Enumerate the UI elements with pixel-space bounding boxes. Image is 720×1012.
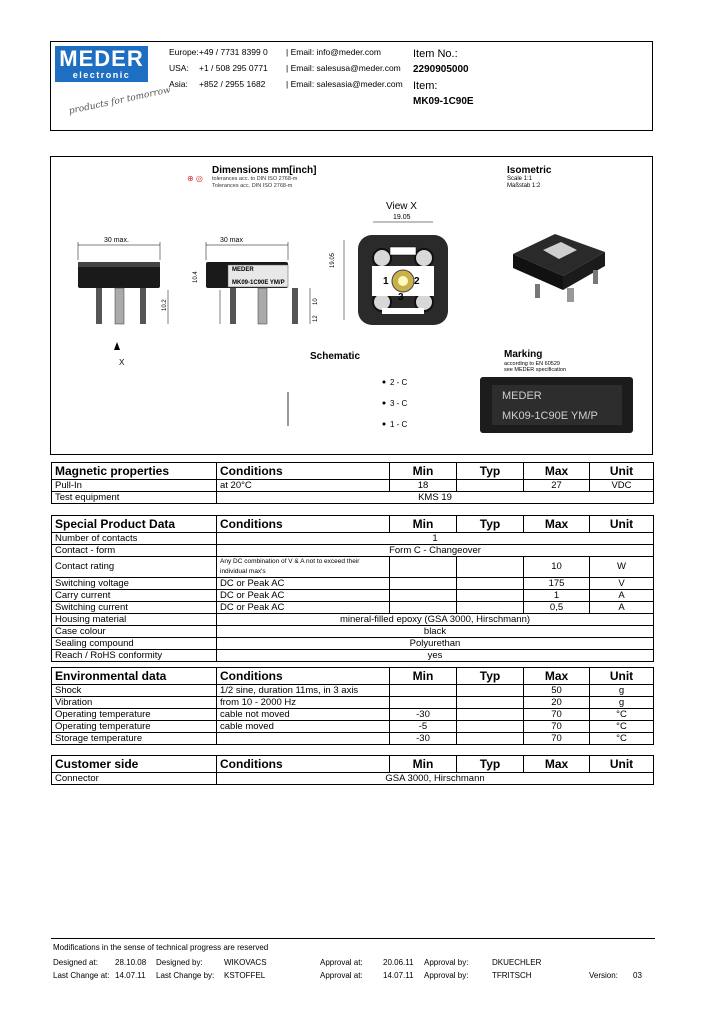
table-row	[52, 602, 654, 614]
row-label: Switching voltage	[52, 578, 217, 590]
contact-usa-phone: +1 / 508 295 0771	[199, 63, 268, 73]
row-unit: °C	[590, 721, 654, 733]
iso-note: Maßstab 1:2	[507, 183, 541, 189]
table-row	[52, 650, 654, 662]
row-label: Pull-In	[52, 480, 217, 492]
dim-30-left: 30 max.	[104, 237, 129, 244]
row-label: Operating temperature	[52, 709, 217, 721]
row-label: Connector	[52, 773, 217, 785]
col-conditions: Conditions	[217, 756, 390, 773]
side-label-meder: MEDER	[232, 267, 254, 273]
tagline: products for tomorrow	[68, 85, 172, 117]
row-label: Vibration	[52, 697, 217, 709]
marking-image	[480, 377, 633, 433]
row-label: Test equipment	[52, 492, 217, 504]
col-conditions: Conditions	[217, 668, 390, 685]
col-typ: Typ	[457, 668, 524, 685]
row-max: 50	[524, 685, 590, 697]
row-typ	[457, 721, 524, 733]
table-row	[52, 533, 654, 545]
marking-note-2: see MEDER specification	[504, 367, 567, 373]
table-row	[52, 721, 654, 733]
logo-subtext: electronic	[72, 70, 131, 80]
approval-at2-value: 14.07.11	[383, 971, 414, 980]
col-typ: Typ	[457, 516, 524, 533]
table-row	[52, 773, 654, 785]
dim-10: 10	[313, 298, 319, 305]
col-max: Max	[524, 463, 590, 480]
table-row	[52, 685, 654, 697]
row-label: Storage temperature	[52, 733, 217, 745]
isometric-image	[505, 214, 615, 304]
dim-symbol: ⊕ ◎	[187, 174, 203, 183]
col-unit: Unit	[590, 668, 654, 685]
row-label: Carry current	[52, 590, 217, 602]
version-label: Version:	[589, 971, 618, 980]
row-conditions: DC or Peak AC	[217, 602, 390, 614]
row-unit: A	[590, 602, 654, 614]
row-typ	[457, 685, 524, 697]
col-min: Min	[390, 463, 457, 480]
row-typ	[457, 557, 524, 578]
row-unit: g	[590, 685, 654, 697]
col-min: Min	[390, 516, 457, 533]
table-row	[52, 626, 654, 638]
table-row	[52, 557, 654, 578]
col-unit: Unit	[590, 756, 654, 773]
col-unit: Unit	[590, 516, 654, 533]
row-max: 20	[524, 697, 590, 709]
row-conditions: from 10 - 2000 Hz	[217, 697, 390, 709]
customer-side-table	[51, 755, 654, 785]
dim-104: 10.4	[193, 271, 199, 283]
table-row	[52, 578, 654, 590]
last-change-by-value: KSTOFFEL	[224, 971, 266, 980]
row-min	[390, 578, 457, 590]
table-row	[52, 709, 654, 721]
row-label: Case colour	[52, 626, 217, 638]
row-unit: W	[590, 557, 654, 578]
designed-by-value: WIKOVACS	[224, 958, 267, 967]
last-change-by-label: Last Change by:	[156, 971, 215, 980]
row-label: Operating temperature	[52, 721, 217, 733]
contact-europe-region: Europe:	[169, 47, 199, 57]
row-label: Contact - form	[52, 545, 217, 557]
row-max: 70	[524, 709, 590, 721]
row-label: Contact rating	[52, 557, 217, 578]
connector-pin-3: 3	[398, 292, 404, 303]
col-typ: Typ	[457, 756, 524, 773]
row-span-value: GSA 3000, Hirschmann	[217, 773, 654, 785]
row-unit: A	[590, 590, 654, 602]
row-label: Shock	[52, 685, 217, 697]
row-label: Sealing compound	[52, 638, 217, 650]
row-typ	[457, 590, 524, 602]
meder-logo	[55, 46, 148, 82]
marking-brand: MEDER	[502, 390, 542, 402]
marking-part: MK09-1C90E YM/P	[502, 410, 598, 422]
row-max: 70	[524, 733, 590, 745]
row-unit: VDC	[590, 480, 654, 492]
isometric-title: Isometric	[507, 165, 552, 176]
row-typ	[457, 480, 524, 492]
contact-usa-email[interactable]: | Email: salesusa@meder.com	[286, 63, 401, 73]
marking-note-1: according to EN 60529	[504, 361, 560, 367]
table-row	[52, 545, 654, 557]
row-conditions	[217, 733, 390, 745]
version-value: 03	[633, 971, 642, 980]
row-max: 70	[524, 721, 590, 733]
schematic-pin-3: 3 - C	[390, 399, 408, 408]
footer-rule	[51, 938, 655, 939]
magnetic-properties-table	[51, 462, 654, 504]
footer-note: Modifications in the sense of technical progress are reserved	[53, 943, 269, 952]
col-conditions: Conditions	[217, 463, 390, 480]
approval-by-label: Approval by:	[424, 958, 469, 967]
dim-30-right: 30 max	[220, 237, 243, 244]
row-max: 10	[524, 557, 590, 578]
designed-by-label: Designed by:	[156, 958, 203, 967]
designed-at-value: 28.10.08	[115, 958, 147, 967]
row-min: -5	[390, 721, 457, 733]
approval-at-label: Approval at:	[320, 958, 363, 967]
last-change-at-value: 14.07.11	[115, 971, 146, 980]
row-unit: g	[590, 697, 654, 709]
dim-1905-top: 19.05	[393, 214, 411, 221]
row-conditions: cable moved	[217, 721, 390, 733]
item-value: MK09-1C90E	[413, 96, 474, 107]
row-min	[390, 590, 457, 602]
approval-by2-label: Approval by:	[424, 971, 469, 980]
table-title: Environmental data	[52, 668, 217, 685]
table-title: Magnetic properties	[52, 463, 217, 480]
row-typ	[457, 709, 524, 721]
item-no-label: Item No.:	[413, 48, 458, 60]
schematic-drawing	[280, 370, 390, 440]
col-max: Max	[524, 516, 590, 533]
row-max: 175	[524, 578, 590, 590]
row-max: 0,5	[524, 602, 590, 614]
col-typ: Typ	[457, 463, 524, 480]
row-min: -30	[390, 709, 457, 721]
table-row	[52, 614, 654, 626]
side-label-part: MK09-1C90E YM/P	[232, 280, 285, 286]
approval-by2-value: TFRITSCH	[492, 971, 532, 980]
table-row	[52, 480, 654, 492]
approval-at-value: 20.06.11	[383, 958, 414, 967]
row-span-value: Polyurethan	[217, 638, 654, 650]
logo-text: MEDER	[59, 46, 144, 71]
schematic-pin-2: 2 - C	[390, 378, 408, 387]
col-max: Max	[524, 668, 590, 685]
contact-asia-phone: +852 / 2955 1682	[199, 79, 266, 89]
table-row	[52, 733, 654, 745]
row-typ	[457, 733, 524, 745]
row-min	[390, 685, 457, 697]
row-span-value: Form C - Changeover	[217, 545, 654, 557]
dim-note-1: tolerances acc. to DIN ISO 2768-m	[212, 176, 298, 182]
row-min: -30	[390, 733, 457, 745]
row-typ	[457, 578, 524, 590]
row-min	[390, 697, 457, 709]
table-row	[52, 638, 654, 650]
row-conditions: at 20°C	[217, 480, 390, 492]
row-label: Switching current	[52, 602, 217, 614]
row-typ	[457, 602, 524, 614]
row-span-value: mineral-filled epoxy (GSA 3000, Hirschmann)	[217, 614, 654, 626]
col-min: Min	[390, 756, 457, 773]
row-span-value: black	[217, 626, 654, 638]
row-conditions: Any DC combination of V & A not to exceed their individual max's	[217, 557, 390, 578]
col-unit: Unit	[590, 463, 654, 480]
row-span-value: yes	[217, 650, 654, 662]
approval-at2-label: Approval at:	[320, 971, 363, 980]
x-arrow-label: X	[119, 358, 125, 367]
item-label: Item:	[413, 80, 438, 92]
dim-note-2: Tolerances acc. DIN ISO 2768-m	[212, 183, 293, 189]
side-view-left	[78, 242, 168, 350]
col-max: Max	[524, 756, 590, 773]
row-min	[390, 557, 457, 578]
table-row	[52, 492, 654, 504]
view-x-label: View X	[386, 201, 417, 212]
last-change-at-label: Last Change at:	[53, 971, 110, 980]
row-conditions: 1/2 sine, duration 11ms, in 3 axis	[217, 685, 390, 697]
connector-pin-1: 1	[383, 276, 389, 287]
dimensions-title: Dimensions mm[inch]	[212, 165, 317, 176]
iso-scale: Scale 1:1	[507, 176, 533, 182]
row-label: Number of contacts	[52, 533, 217, 545]
row-span-value: KMS 19	[217, 492, 654, 504]
row-unit: °C	[590, 733, 654, 745]
contact-asia-region: Asia:	[169, 79, 188, 89]
contact-asia-email[interactable]: | Email: salesasia@meder.com	[286, 79, 403, 89]
item-no-value: 2290905000	[413, 64, 469, 75]
row-conditions: cable not moved	[217, 709, 390, 721]
contact-europe-phone: +49 / 7731 8399 0	[199, 47, 268, 57]
row-conditions: DC or Peak AC	[217, 590, 390, 602]
row-unit: °C	[590, 709, 654, 721]
col-conditions: Conditions	[217, 516, 390, 533]
environmental-data-table	[51, 667, 654, 745]
row-typ	[457, 697, 524, 709]
dim-102: 10.2	[162, 299, 168, 311]
special-product-data-table	[51, 515, 654, 662]
row-min	[390, 602, 457, 614]
dim-19-side: 19.05	[330, 252, 336, 268]
col-min: Min	[390, 668, 457, 685]
contact-europe-email[interactable]: | Email: info@meder.com	[286, 47, 381, 57]
row-label: Housing material	[52, 614, 217, 626]
approval-by-value: DKUECHLER	[492, 958, 542, 967]
row-span-value: 1	[217, 533, 654, 545]
row-label: Reach / RoHS conformity	[52, 650, 217, 662]
table-row	[52, 697, 654, 709]
designed-at-label: Designed at:	[53, 958, 98, 967]
row-conditions: DC or Peak AC	[217, 578, 390, 590]
dim-12: 12	[313, 315, 319, 322]
contact-usa-region: USA:	[169, 63, 189, 73]
row-max: 1	[524, 590, 590, 602]
connector-pin-2: 2	[414, 276, 420, 287]
schematic-pin-1: 1 - C	[390, 420, 408, 429]
bottom-view-x	[344, 222, 448, 325]
row-unit: V	[590, 578, 654, 590]
row-min: 18	[390, 480, 457, 492]
table-row	[52, 590, 654, 602]
table-title: Customer side	[52, 756, 217, 773]
schematic-title: Schematic	[310, 351, 361, 362]
table-title: Special Product Data	[52, 516, 217, 533]
row-max: 27	[524, 480, 590, 492]
marking-title: Marking	[504, 349, 543, 360]
